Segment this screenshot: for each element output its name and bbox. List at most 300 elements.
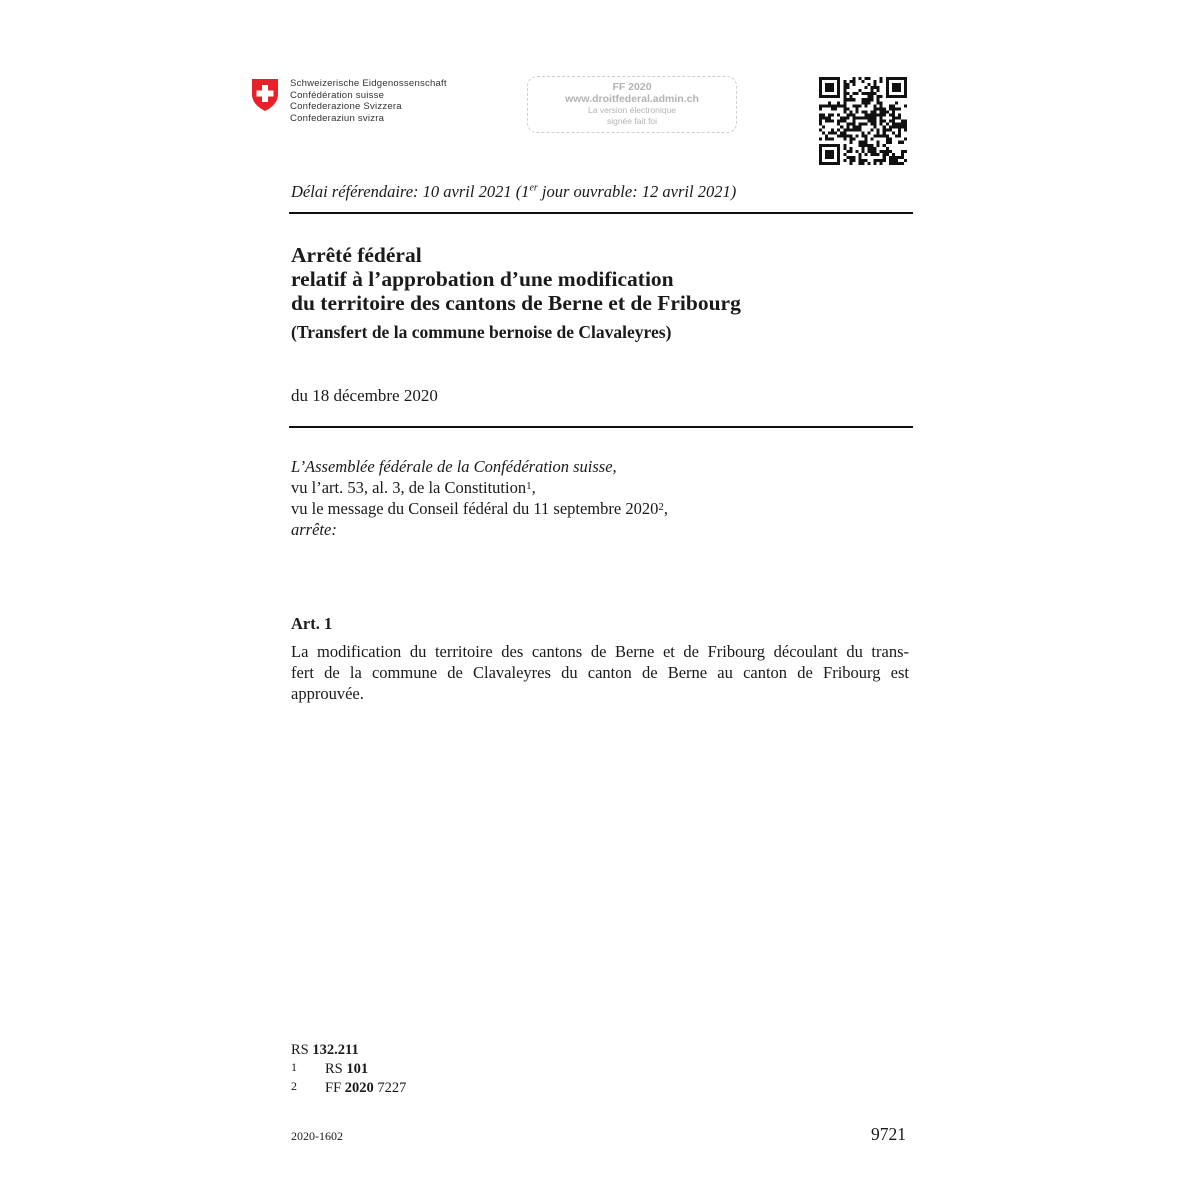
deadline-sup: er [529,182,538,194]
qr-module [871,150,874,153]
article-body [291,641,909,704]
qr-module [889,77,892,80]
document-number: 2020-1602 [291,1129,343,1143]
qr-module [843,80,846,83]
qr-module [883,144,886,147]
qr-module [883,126,886,129]
qr-module [895,77,898,80]
qr-module [843,147,846,150]
qr-module [874,159,877,162]
qr-module [831,77,834,80]
qr-module [865,113,868,116]
qr-module [892,107,895,110]
rs-prefix: RS [291,1042,313,1058]
qr-module [868,162,871,165]
qr-module [837,86,840,89]
qr-module [883,119,886,122]
qr-module [861,116,864,119]
qr-module [849,141,852,144]
qr-module [865,144,868,147]
qr-module [865,135,868,138]
qr-module [858,159,861,162]
qr-module [874,147,877,150]
footnotes [291,1042,406,1097]
qr-module [819,86,822,89]
qr-module [898,86,901,89]
qr-module [825,89,828,92]
stamp-url[interactable]: www.droitfederal.admin.ch [565,93,699,105]
footnote-num: 1 [291,1060,297,1074]
qr-module [877,101,880,104]
preamble-constitution-end: , [531,478,536,497]
qr-module [883,129,886,132]
qr-module [819,150,822,153]
qr-module [846,135,849,138]
qr-module [880,159,883,162]
qr-module [855,135,858,138]
qr-module [886,129,889,132]
qr-module [880,110,883,113]
qr-module [898,113,901,116]
qr-module [858,126,861,129]
qr-module [889,141,892,144]
qr-module [871,92,874,95]
qr-code-icon [819,77,907,165]
qr-module [825,153,828,156]
qr-module [904,80,907,83]
qr-module [828,138,831,141]
qr-module [837,156,840,159]
qr-module [825,150,828,153]
qr-module [889,107,892,110]
preamble-message [291,498,668,519]
qr-module [889,95,892,98]
qr-module [831,138,834,141]
qr-module [849,150,852,153]
qr-module [819,77,822,80]
qr-module [828,83,831,86]
qr-module [865,92,868,95]
qr-module [874,107,877,110]
qr-module [822,162,825,165]
qr-module [874,135,877,138]
decree-date: du 18 décembre 2020 [291,386,438,405]
qr-module [819,83,822,86]
qr-module [877,86,880,89]
qr-module [892,132,895,135]
qr-module [904,77,907,80]
qr-module [868,95,871,98]
qr-module [843,110,846,113]
swiss-cross-icon [250,78,280,112]
qr-module [831,104,834,107]
qr-module [843,86,846,89]
qr-module [898,123,901,126]
qr-module [865,101,868,104]
footnote-ref-2[interactable]: 2 [658,501,664,513]
qr-module [895,123,898,126]
qr-module [843,98,846,101]
qr-module [886,80,889,83]
qr-module [892,83,895,86]
qr-module [834,77,837,80]
qr-module [861,101,864,104]
qr-module [861,135,864,138]
preamble-decides: arrête: [291,520,337,539]
qr-module [871,86,874,89]
qr-module [834,144,837,147]
qr-module [846,126,849,129]
qr-module [831,89,834,92]
qr-module [837,150,840,153]
qr-module [877,153,880,156]
qr-module [874,150,877,153]
qr-module [883,113,886,116]
qr-module [904,83,907,86]
qr-module [901,119,904,122]
qr-module [855,126,858,129]
qr-module [904,119,907,122]
qr-module [852,80,855,83]
qr-module [868,77,871,80]
qr-module [852,98,855,101]
qr-module [892,116,895,119]
qr-module [819,95,822,98]
qr-module [855,150,858,153]
qr-module [892,89,895,92]
qr-module [871,95,874,98]
qr-module [825,156,828,159]
footnote-bold: 2020 [344,1080,374,1096]
qr-module [895,95,898,98]
qr-module [895,89,898,92]
qr-module [877,107,880,110]
qr-module [819,89,822,92]
qr-module [831,83,834,86]
qr-module [849,138,852,141]
qr-module [825,95,828,98]
qr-module [852,83,855,86]
qr-module [877,141,880,144]
qr-module [886,141,889,144]
qr-module [855,107,858,110]
qr-module [840,119,843,122]
qr-module [849,113,852,116]
qr-module [895,159,898,162]
qr-module [861,141,864,144]
qr-module [858,129,861,132]
preamble-message-text: vu le message du Conseil fédéral du 11 septembre 2020 [291,499,659,518]
qr-module [868,98,871,101]
confederation-names [290,78,447,124]
qr-module [837,104,840,107]
qr-module [883,156,886,159]
preamble-constitution [291,477,668,498]
qr-module [849,98,852,101]
qr-module [871,147,874,150]
deadline-suffix: jour ouvrable: 12 avril 2021) [537,182,737,201]
qr-module [855,110,858,113]
qr-module [837,123,840,126]
qr-module [871,116,874,119]
qr-module [828,89,831,92]
qr-module [865,123,868,126]
qr-module [819,129,822,132]
qr-module [877,159,880,162]
qr-module [828,77,831,80]
qr-module [852,104,855,107]
qr-module [828,162,831,165]
qr-module [895,126,898,129]
confed-name-fr: Confédération suisse [290,89,385,101]
qr-module [852,77,855,80]
qr-module [831,162,834,165]
qr-module [825,116,828,119]
qr-module [849,156,852,159]
qr-module [852,92,855,95]
qr-module [843,159,846,162]
qr-module [880,95,883,98]
qr-module [843,138,846,141]
qr-module [898,89,901,92]
title-line-3: du territoire des cantons de Berne et de Fribourg [291,291,741,315]
qr-module [831,113,834,116]
qr-module [840,126,843,129]
qr-module [886,110,889,113]
qr-module [877,98,880,101]
qr-module [880,162,883,165]
qr-module [837,129,840,132]
qr-module [843,101,846,104]
qr-module [828,116,831,119]
qr-module [819,123,822,126]
qr-module [898,77,901,80]
qr-module [831,153,834,156]
qr-module [822,144,825,147]
qr-module [843,104,846,107]
qr-module [877,113,880,116]
qr-module [849,129,852,132]
qr-module [843,95,846,98]
qr-module [904,129,907,132]
footnote-ref-1[interactable]: 1 [526,480,532,492]
qr-module [831,107,834,110]
qr-module [889,150,892,153]
qr-module [834,132,837,135]
stamp-line-1: FF 2020 [612,81,652,93]
qr-module [889,138,892,141]
qr-module [852,126,855,129]
qr-module [825,104,828,107]
qr-module [898,135,901,138]
qr-module [877,144,880,147]
qr-module [822,77,825,80]
qr-module [852,156,855,159]
qr-module [843,119,846,122]
divider-top [289,212,913,214]
qr-module [871,138,874,141]
qr-module [837,113,840,116]
qr-module [868,116,871,119]
article-heading: Art. 1 [291,614,333,633]
qr-module [852,138,855,141]
rs-number: 132.211 [312,1042,359,1058]
qr-module [901,150,904,153]
qr-module [865,86,868,89]
qr-module [828,156,831,159]
qr-module [837,162,840,165]
qr-module [904,138,907,141]
qr-module [880,116,883,119]
qr-module [871,89,874,92]
qr-module [819,116,822,119]
qr-module [858,153,861,156]
qr-module [892,126,895,129]
qr-module [837,80,840,83]
qr-module [825,135,828,138]
qr-module [843,116,846,119]
qr-module [819,159,822,162]
qr-module [904,150,907,153]
qr-module [828,132,831,135]
qr-module [877,129,880,132]
qr-module [886,135,889,138]
qr-module [843,129,846,132]
qr-module [819,80,822,83]
stamp-line-4: signée fait foi [606,116,658,126]
qr-module [886,89,889,92]
qr-module [825,138,828,141]
qr-module [852,123,855,126]
qr-module [871,144,874,147]
article-line-3: approuvée. [291,684,364,703]
qr-module [840,104,843,107]
qr-module [843,83,846,86]
qr-module [849,135,852,138]
qr-module [825,162,828,165]
qr-module [895,135,898,138]
page-subtitle: (Transfert de la commune bernoise de Clavaleyres) [291,322,672,342]
qr-module [849,95,852,98]
qr-module [871,110,874,113]
qr-module [819,162,822,165]
qr-module [819,156,822,159]
qr-module [849,147,852,150]
qr-module [901,153,904,156]
qr-module [846,129,849,132]
qr-module [843,107,846,110]
qr-module [849,159,852,162]
qr-module [871,98,874,101]
qr-module [831,95,834,98]
qr-module [819,104,822,107]
qr-module [861,162,864,165]
preamble-message-end: , [663,499,668,518]
qr-module [822,95,825,98]
qr-module [904,89,907,92]
qr-module [889,159,892,162]
qr-module [840,116,843,119]
page-number: 9721 [871,1124,906,1144]
qr-module [858,89,861,92]
qr-module [898,156,901,159]
qr-module [840,135,843,138]
qr-module [831,144,834,147]
qr-module [898,162,901,165]
article-line-1: La modification du territoire des cantons de Berne et de Fribourg découlant du trans- [291,642,909,661]
qr-module [865,116,868,119]
qr-module [858,116,861,119]
qr-module [831,86,834,89]
rs-reference [291,1042,406,1059]
qr-module [868,132,871,135]
qr-module [898,132,901,135]
qr-module [819,144,822,147]
confed-name-it: Confederazione Svizzera [290,101,402,113]
qr-module [880,135,883,138]
qr-module [822,113,825,116]
qr-module [895,101,898,104]
qr-module [895,162,898,165]
qr-module [837,83,840,86]
title-line-1: Arrêté fédéral [291,243,422,267]
qr-module [840,132,843,135]
qr-module [901,77,904,80]
qr-module [825,86,828,89]
qr-module [880,119,883,122]
qr-module [861,98,864,101]
qr-module [865,104,868,107]
qr-module [846,156,849,159]
qr-module [852,129,855,132]
qr-module [901,123,904,126]
qr-module [880,123,883,126]
qr-module [852,119,855,122]
qr-module [819,138,822,141]
qr-module [828,153,831,156]
qr-module [846,123,849,126]
qr-module [855,116,858,119]
preamble-constitution-text: vu l’art. 53, al. 3, de la Constitution [291,478,527,497]
qr-module [825,119,828,122]
qr-module [874,86,877,89]
qr-module [886,138,889,141]
qr-module [858,123,861,126]
qr-module [849,110,852,113]
qr-module [892,156,895,159]
divider-bottom [289,426,913,428]
qr-module [868,150,871,153]
qr-module [895,116,898,119]
referendum-deadline [291,182,736,202]
qr-module [831,129,834,132]
qr-module [855,92,858,95]
qr-module [861,144,864,147]
qr-module [868,83,871,86]
qr-module [898,95,901,98]
footnote-bold: 101 [346,1061,369,1077]
qr-module [904,123,907,126]
deadline-prefix: Délai référendaire: 10 avril 2021 (1 [291,182,530,201]
qr-module [843,132,846,135]
qr-module [868,144,871,147]
qr-module [828,104,831,107]
qr-module [831,156,834,159]
qr-module [901,162,904,165]
qr-module [828,119,831,122]
qr-module [837,77,840,80]
qr-module [819,119,822,122]
